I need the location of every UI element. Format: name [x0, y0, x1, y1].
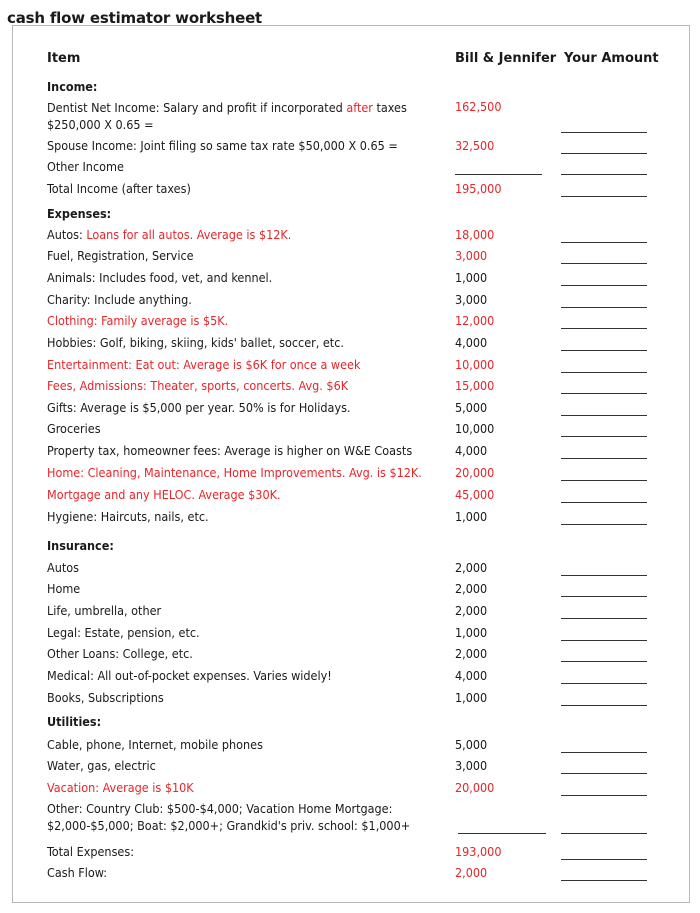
section-label: Income:: [47, 79, 98, 94]
row-item-text: Cash Flow:: [47, 865, 108, 880]
bill-jennifer-amount: 18,000: [455, 227, 495, 242]
bill-jennifer-amount: 15,000: [455, 378, 495, 393]
worksheet-row: [0, 844, 700, 864]
worksheet-row: [0, 138, 700, 158]
worksheet-row: [0, 758, 700, 778]
worksheet-title: cash flow estimator worksheet: [7, 9, 263, 27]
row-item-text: Other Income: [47, 159, 124, 174]
your-amount-input-line[interactable]: [561, 153, 647, 154]
your-amount-input-line[interactable]: [561, 752, 647, 753]
worksheet-row: [0, 625, 700, 645]
section-heading: [0, 206, 700, 226]
row-item-text: Home: [47, 581, 81, 596]
row-item-label: [47, 248, 194, 263]
worksheet-row: [0, 248, 700, 268]
worksheet-row: [0, 443, 700, 463]
row-item-label: [47, 646, 193, 661]
row-item-text: Property tax, homeowner fees: Average is higher on W&E Coasts: [47, 443, 413, 458]
row-item-text: Other: Country Club: $500-$4,000; Vacation Home Mortgage: $2,000-$5,000; Boat: $2,000+; Grandkid's priv. school: $1,000+: [47, 801, 411, 833]
row-item-text: Hobbies: Golf, biking, skiing, kids' ballet, soccer, etc.: [47, 335, 344, 350]
row-item-label: [47, 865, 107, 880]
your-amount-input-line[interactable]: [561, 285, 647, 286]
row-item-label: [47, 844, 134, 859]
your-amount-input-line[interactable]: [561, 833, 647, 834]
row-item-text: Autos:: [47, 227, 87, 242]
row-item-text: taxes $250,000 X 0.65 =: [47, 100, 407, 132]
your-amount-input-line[interactable]: [561, 705, 647, 706]
bill-jennifer-blank-line: [458, 833, 546, 834]
row-item-text: after: [346, 100, 373, 115]
your-amount-input-line[interactable]: [561, 307, 647, 308]
row-item-label: [47, 603, 161, 618]
row-item-text: Legal: Estate, pension, etc.: [47, 625, 200, 640]
row-item-label: [47, 159, 124, 174]
worksheet-row: [0, 227, 700, 247]
section-heading: [0, 714, 700, 734]
row-item-label: [47, 465, 422, 480]
your-amount-input-line[interactable]: [561, 773, 647, 774]
row-item-text: Total Income (after taxes): [47, 181, 191, 196]
worksheet-row: [0, 668, 700, 688]
section-label: Expenses:: [47, 206, 112, 221]
your-amount-input-line[interactable]: [561, 242, 647, 243]
bill-jennifer-amount: 1,000: [455, 625, 488, 640]
worksheet-row: [0, 181, 700, 201]
worksheet-row: [0, 270, 700, 290]
your-amount-input-line[interactable]: [561, 436, 647, 437]
row-item-text: Medical: All out-of-pocket expenses. Varies widely!: [47, 668, 332, 683]
row-item-label: [47, 625, 200, 640]
worksheet-row: [0, 357, 700, 377]
bill-jennifer-amount: 1,000: [455, 270, 488, 285]
row-item-label: [47, 313, 228, 328]
your-amount-input-line[interactable]: [561, 618, 647, 619]
row-item-label: [47, 758, 156, 773]
bill-jennifer-amount: 10,000: [455, 357, 495, 372]
your-amount-input-line[interactable]: [561, 415, 647, 416]
row-item-label: [47, 138, 398, 153]
bill-jennifer-amount: 2,000: [455, 865, 488, 880]
your-amount-input-line[interactable]: [561, 880, 647, 881]
column-header-your-amount: Your Amount: [564, 51, 659, 66]
row-item-label: [47, 400, 351, 415]
worksheet-row: [0, 560, 700, 580]
worksheet-row: [0, 313, 700, 333]
worksheet-row: [0, 400, 700, 420]
your-amount-input-line[interactable]: [561, 132, 647, 133]
row-item-label: [47, 690, 164, 705]
row-item-text: Mortgage and any HELOC. Average $30K.: [47, 487, 281, 502]
row-item-label: [47, 443, 412, 458]
section-heading: [0, 538, 700, 558]
row-item-text: Water, gas, electric: [47, 758, 156, 773]
bill-jennifer-amount: 20,000: [455, 780, 495, 795]
worksheet-row: [0, 603, 700, 623]
row-item-label: [47, 581, 80, 596]
row-item-label: [47, 668, 332, 683]
bill-jennifer-amount: 4,000: [455, 335, 488, 350]
bill-jennifer-amount: 5,000: [455, 737, 488, 752]
bill-jennifer-amount: 5,000: [455, 400, 488, 415]
row-item-text: Fees, Admissions: Theater, sports, concerts. Avg. $6K: [47, 378, 349, 393]
your-amount-input-line[interactable]: [561, 859, 647, 860]
your-amount-input-line[interactable]: [561, 502, 647, 503]
bill-jennifer-amount: 193,000: [455, 844, 502, 859]
your-amount-input-line[interactable]: [561, 683, 647, 684]
bill-jennifer-amount: 2,000: [455, 646, 488, 661]
worksheet-row: [0, 465, 700, 485]
worksheet-row: [0, 737, 700, 757]
your-amount-input-line[interactable]: [561, 174, 647, 175]
row-item-label: [47, 560, 79, 575]
your-amount-input-line[interactable]: [561, 596, 647, 597]
section-label: Utilities:: [47, 714, 102, 729]
bill-jennifer-amount: 12,000: [455, 313, 495, 328]
your-amount-input-line[interactable]: [561, 372, 647, 373]
bill-jennifer-amount: 195,000: [455, 181, 502, 196]
your-amount-input-line[interactable]: [561, 328, 647, 329]
row-item-text: Vacation: Average is $10K: [47, 780, 194, 795]
row-item-text: Gifts: Average is $5,000 per year. 50% is for Holidays.: [47, 400, 351, 415]
worksheet-row: [0, 690, 700, 710]
worksheet-row: [0, 646, 700, 666]
section-heading: [0, 79, 700, 99]
row-item-text: Autos: [47, 560, 79, 575]
bill-jennifer-blank-line: [455, 174, 542, 175]
your-amount-input-line[interactable]: [561, 480, 647, 481]
row-item-text: Loans for all autos. Average is $12K.: [86, 227, 292, 242]
your-amount-input-line[interactable]: [561, 661, 647, 662]
bill-jennifer-amount: 45,000: [455, 487, 495, 502]
row-item-text: Cable, phone, Internet, mobile phones: [47, 737, 263, 752]
row-item-text: Clothing: Family average is $5K.: [47, 313, 229, 328]
your-amount-input-line[interactable]: [561, 458, 647, 459]
your-amount-input-line[interactable]: [561, 795, 647, 796]
worksheet-row: [0, 159, 700, 179]
row-item-label: [47, 357, 360, 372]
worksheet-row: [0, 780, 700, 800]
bill-jennifer-amount: 1,000: [455, 690, 488, 705]
worksheet-row: [0, 378, 700, 398]
your-amount-input-line[interactable]: [561, 350, 647, 351]
worksheet-row: [0, 800, 700, 836]
column-header-item: Item: [47, 51, 81, 66]
bill-jennifer-amount: 32,500: [455, 138, 495, 153]
worksheet-row: [0, 292, 700, 312]
row-item-label: [47, 800, 437, 834]
your-amount-input-line[interactable]: [561, 393, 647, 394]
row-item-label: [47, 335, 344, 350]
row-item-label: [47, 421, 101, 436]
row-item-label: [47, 509, 209, 524]
row-item-text: Groceries: [47, 421, 101, 436]
row-item-text: Charity: Include anything.: [47, 292, 192, 307]
bill-jennifer-amount: 3,000: [455, 292, 488, 307]
section-label: Insurance:: [47, 538, 114, 553]
row-item-text: Dentist Net Income: Salary and profit if incorporated: [47, 100, 347, 115]
bill-jennifer-amount: 4,000: [455, 668, 488, 683]
bill-jennifer-amount: 3,000: [455, 758, 488, 773]
worksheet-row: [0, 581, 700, 601]
row-item-text: Home: Cleaning, Maintenance, Home Improvements. Avg. is $12K.: [47, 465, 422, 480]
worksheet-row: [0, 421, 700, 441]
your-amount-input-line[interactable]: [561, 196, 647, 197]
row-item-text: Life, umbrella, other: [47, 603, 162, 618]
your-amount-input-line[interactable]: [561, 524, 647, 525]
row-item-label: [47, 99, 437, 133]
row-item-label: [47, 227, 291, 242]
row-item-label: [47, 270, 272, 285]
your-amount-input-line[interactable]: [561, 263, 647, 264]
row-item-label: [47, 780, 194, 795]
bill-jennifer-amount: 162,500: [455, 99, 502, 114]
row-item-label: [47, 292, 192, 307]
row-item-label: [47, 181, 191, 196]
row-item-text: Fuel, Registration, Service: [47, 248, 194, 263]
worksheet-row: [0, 865, 700, 885]
row-item-text: Animals: Includes food, vet, and kennel.: [47, 270, 273, 285]
row-item-text: Other Loans: College, etc.: [47, 646, 193, 661]
row-item-text: Hygiene: Haircuts, nails, etc.: [47, 509, 209, 524]
bill-jennifer-amount: 3,000: [455, 248, 488, 263]
row-item-text: Spouse Income: Joint filing so same tax rate $50,000 X 0.65 =: [47, 138, 398, 153]
bill-jennifer-amount: 2,000: [455, 581, 488, 596]
row-item-text: Books, Subscriptions: [47, 690, 164, 705]
worksheet-row: [0, 509, 700, 529]
worksheet-row: [0, 99, 700, 135]
row-item-label: [47, 378, 348, 393]
bill-jennifer-amount: 20,000: [455, 465, 495, 480]
worksheet-row: [0, 335, 700, 355]
column-header-bill-jennifer: Bill & Jennifer: [455, 51, 557, 66]
row-item-label: [47, 487, 281, 502]
bill-jennifer-amount: 2,000: [455, 560, 488, 575]
bill-jennifer-amount: 2,000: [455, 603, 488, 618]
bill-jennifer-amount: 4,000: [455, 443, 488, 458]
your-amount-input-line[interactable]: [561, 575, 647, 576]
bill-jennifer-amount: 1,000: [455, 509, 488, 524]
worksheet-row: [0, 487, 700, 507]
row-item-text: Entertainment: Eat out: Average is $6K for once a week: [47, 357, 361, 372]
row-item-text: Total Expenses:: [47, 844, 134, 859]
row-item-label: [47, 737, 263, 752]
your-amount-input-line[interactable]: [561, 640, 647, 641]
bill-jennifer-amount: 10,000: [455, 421, 495, 436]
